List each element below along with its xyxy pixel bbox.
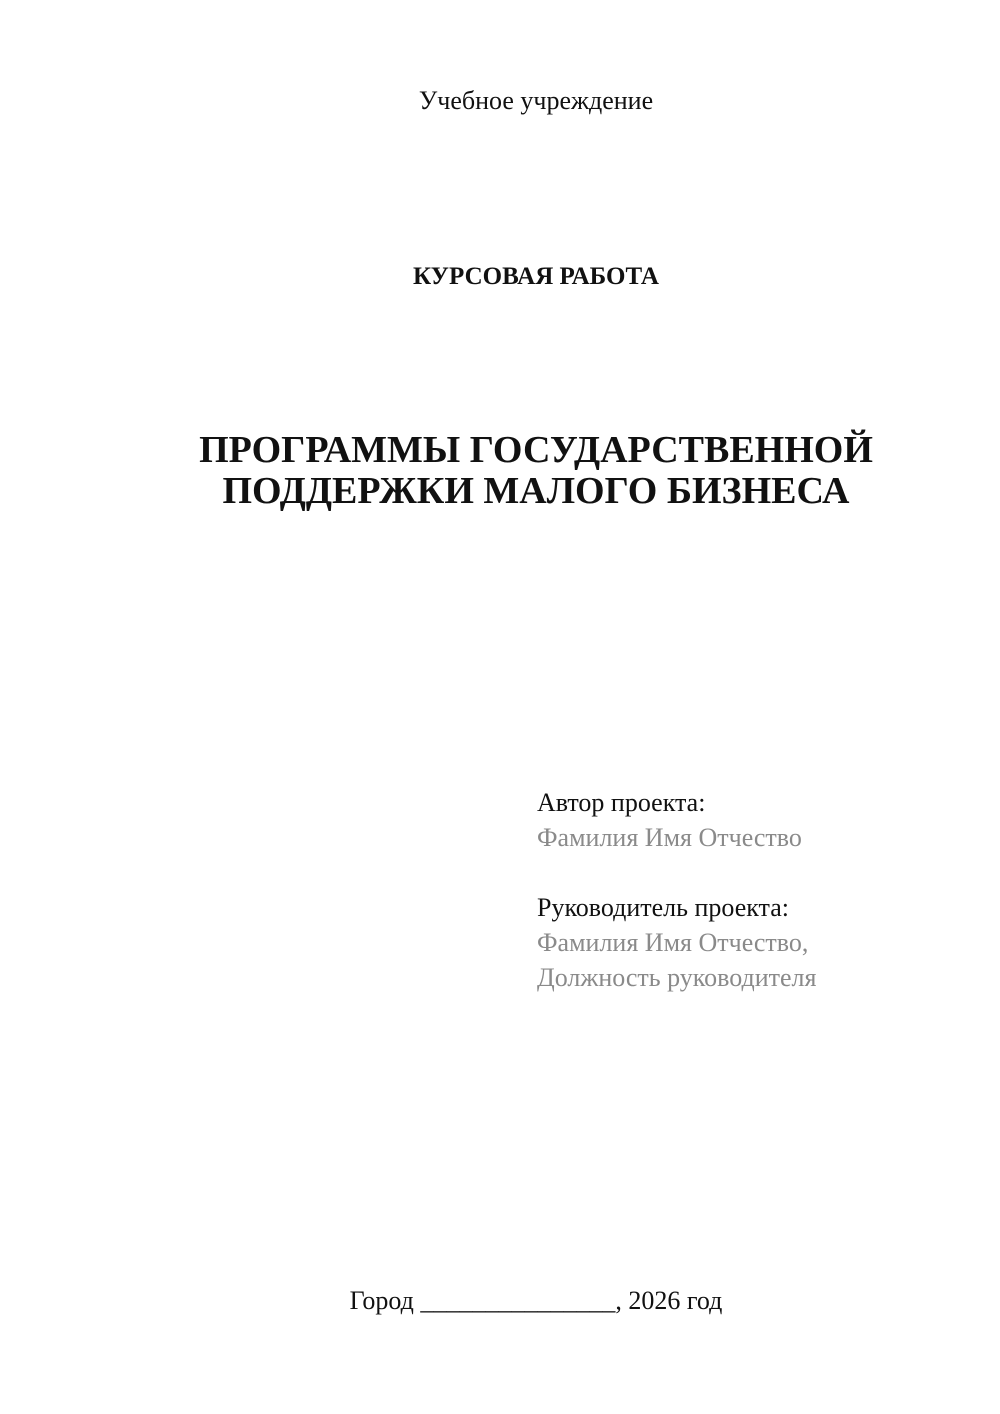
credits-spacer: [537, 855, 816, 890]
work-type-heading: КУРСОВАЯ РАБОТА: [413, 263, 659, 290]
supervisor-position-placeholder: Должность руководителя: [537, 963, 817, 992]
supervisor-name-placeholder: Фамилия Имя Отчество,: [537, 928, 809, 957]
document-title: ПРОГРАММЫ ГОСУДАРСТВЕННОЙ ПОДДЕРЖКИ МАЛОГО БИЗНЕСА: [199, 429, 873, 512]
author-name-placeholder: Фамилия Имя Отчество: [537, 823, 802, 852]
institution-name: Учебное учреждение: [418, 86, 654, 115]
author-label: Автор проекта:: [537, 788, 706, 817]
city-year-line: Город _______________, 2026 год: [349, 1286, 723, 1315]
supervisor-label: Руководитель проекта:: [537, 893, 790, 922]
credits-block: [537, 785, 816, 995]
